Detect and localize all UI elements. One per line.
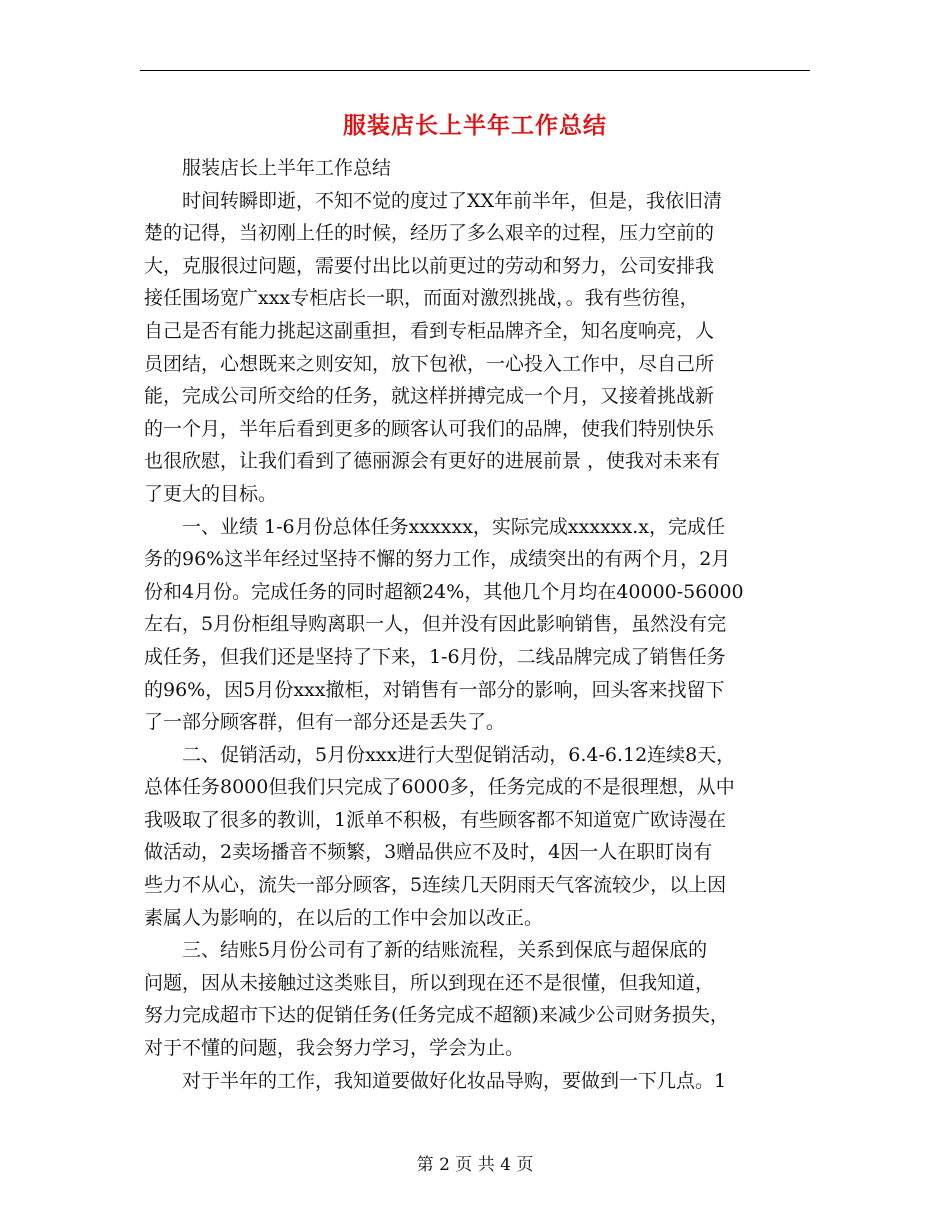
body-line: 自己是否有能力挑起这副重担，看到专柜品牌齐全，知名度响亮，人 (144, 319, 715, 342)
body-line: 二、促销活动，5月份xxx进行大型促销活动，6.4-6.12连续8天， (144, 743, 736, 766)
body-line: 做活动，2卖场播音不频繁，3赠品供应不及时，4因一人在职盯岗有 (144, 841, 713, 864)
body-line: 对于不懂的问题，我会努力学习，学会为止。 (144, 1037, 525, 1060)
page-number-footer: 第 2 页 共 4 页 (416, 1155, 534, 1175)
body-line: 成任务，但我们还是坚持了下来，1-6月份，二线品牌完成了销售任务 (144, 645, 726, 668)
body-line: 对于半年的工作，我知道要做好化妆品导购，要做到一下几点。1 (144, 1069, 727, 1092)
body-line: 大，克服很过问题，需要付出比以前更过的劳动和努力，公司安排我 (144, 254, 715, 277)
document-title: 服装店长上半年工作总结 (343, 112, 607, 139)
body-line: 能，完成公司所交给的任务，就这样拼搏完成一个月，又接着挑战新 (144, 385, 715, 408)
body-line: 素属人为影响的，在以后的工作中会加以改正。 (144, 906, 544, 929)
body-line: 总体任务8000但我们只完成了6000多，任务完成的不是很理想，从中 (144, 776, 735, 799)
body-line: 的一个月，半年后看到更多的顾客认可我们的品牌，使我们特别快乐 (144, 417, 715, 440)
body-line: 些力不从心，流失一部分顾客，5连续几天阴雨天气客流较少，以上因 (144, 874, 727, 897)
body-line: 楚的记得，当初刚上任的时候，经历了多么艰辛的过程，压力空前的 (144, 222, 715, 245)
body-line: 员团结，心想既来之则安知，放下包袱，一心投入工作中，尽自己所 (144, 352, 715, 375)
body-line: 也很欣慰，让我们看到了德丽源会有更好的进展前景 ，使我对未来有 (144, 450, 721, 473)
body-line: 努力完成超市下达的促销任务(任务完成不超额)来减少公司财务损失， (144, 1004, 729, 1027)
body-line: 了一部分顾客群，但有一部分还是丢失了。 (144, 711, 506, 734)
body-line: 我吸取了很多的教训，1派单不积极，有些顾客都不知道宽广欧诗漫在 (144, 808, 727, 831)
body-line: 服装店长上半年工作总结 (144, 157, 392, 179)
body-line: 三、结账5月份公司有了新的结账流程，关系到保底与超保底的 (144, 939, 708, 962)
header-rule (140, 70, 810, 71)
body-line: 时间转瞬即逝，不知不觉的度过了XX年前半年，但是，我依旧清 (144, 189, 723, 212)
body-line: 份和4月份。完成任务的同时超额24%，其他几个月均在40000-56000 (144, 580, 744, 603)
body-line: 接任围场宽广xxx专柜店长一职，而面对激烈挑战，。我有些彷徨， (144, 287, 699, 310)
body-line: 左右，5月份柜组导购离职一人，但并没有因此影响销售，虽然没有完 (144, 613, 727, 636)
body-line: 问题，因从未接触过这类账目，所以到现在还不是很懂，但我知道， (144, 971, 715, 994)
body-line: 的96%，因5月份xxx撤柜，对销售有一部分的影响，回头客来找留下 (144, 678, 725, 701)
body-line: 一、业绩 1-6月份总体任务xxxxxx，实际完成xxxxxx.x，完成任 (144, 515, 725, 538)
body-line: 务的96%这半年经过坚持不懈的努力工作，成绩突出的有两个月，2月 (144, 548, 731, 571)
body-line: 了更大的目标。 (144, 482, 278, 505)
document-body (144, 152, 814, 1097)
